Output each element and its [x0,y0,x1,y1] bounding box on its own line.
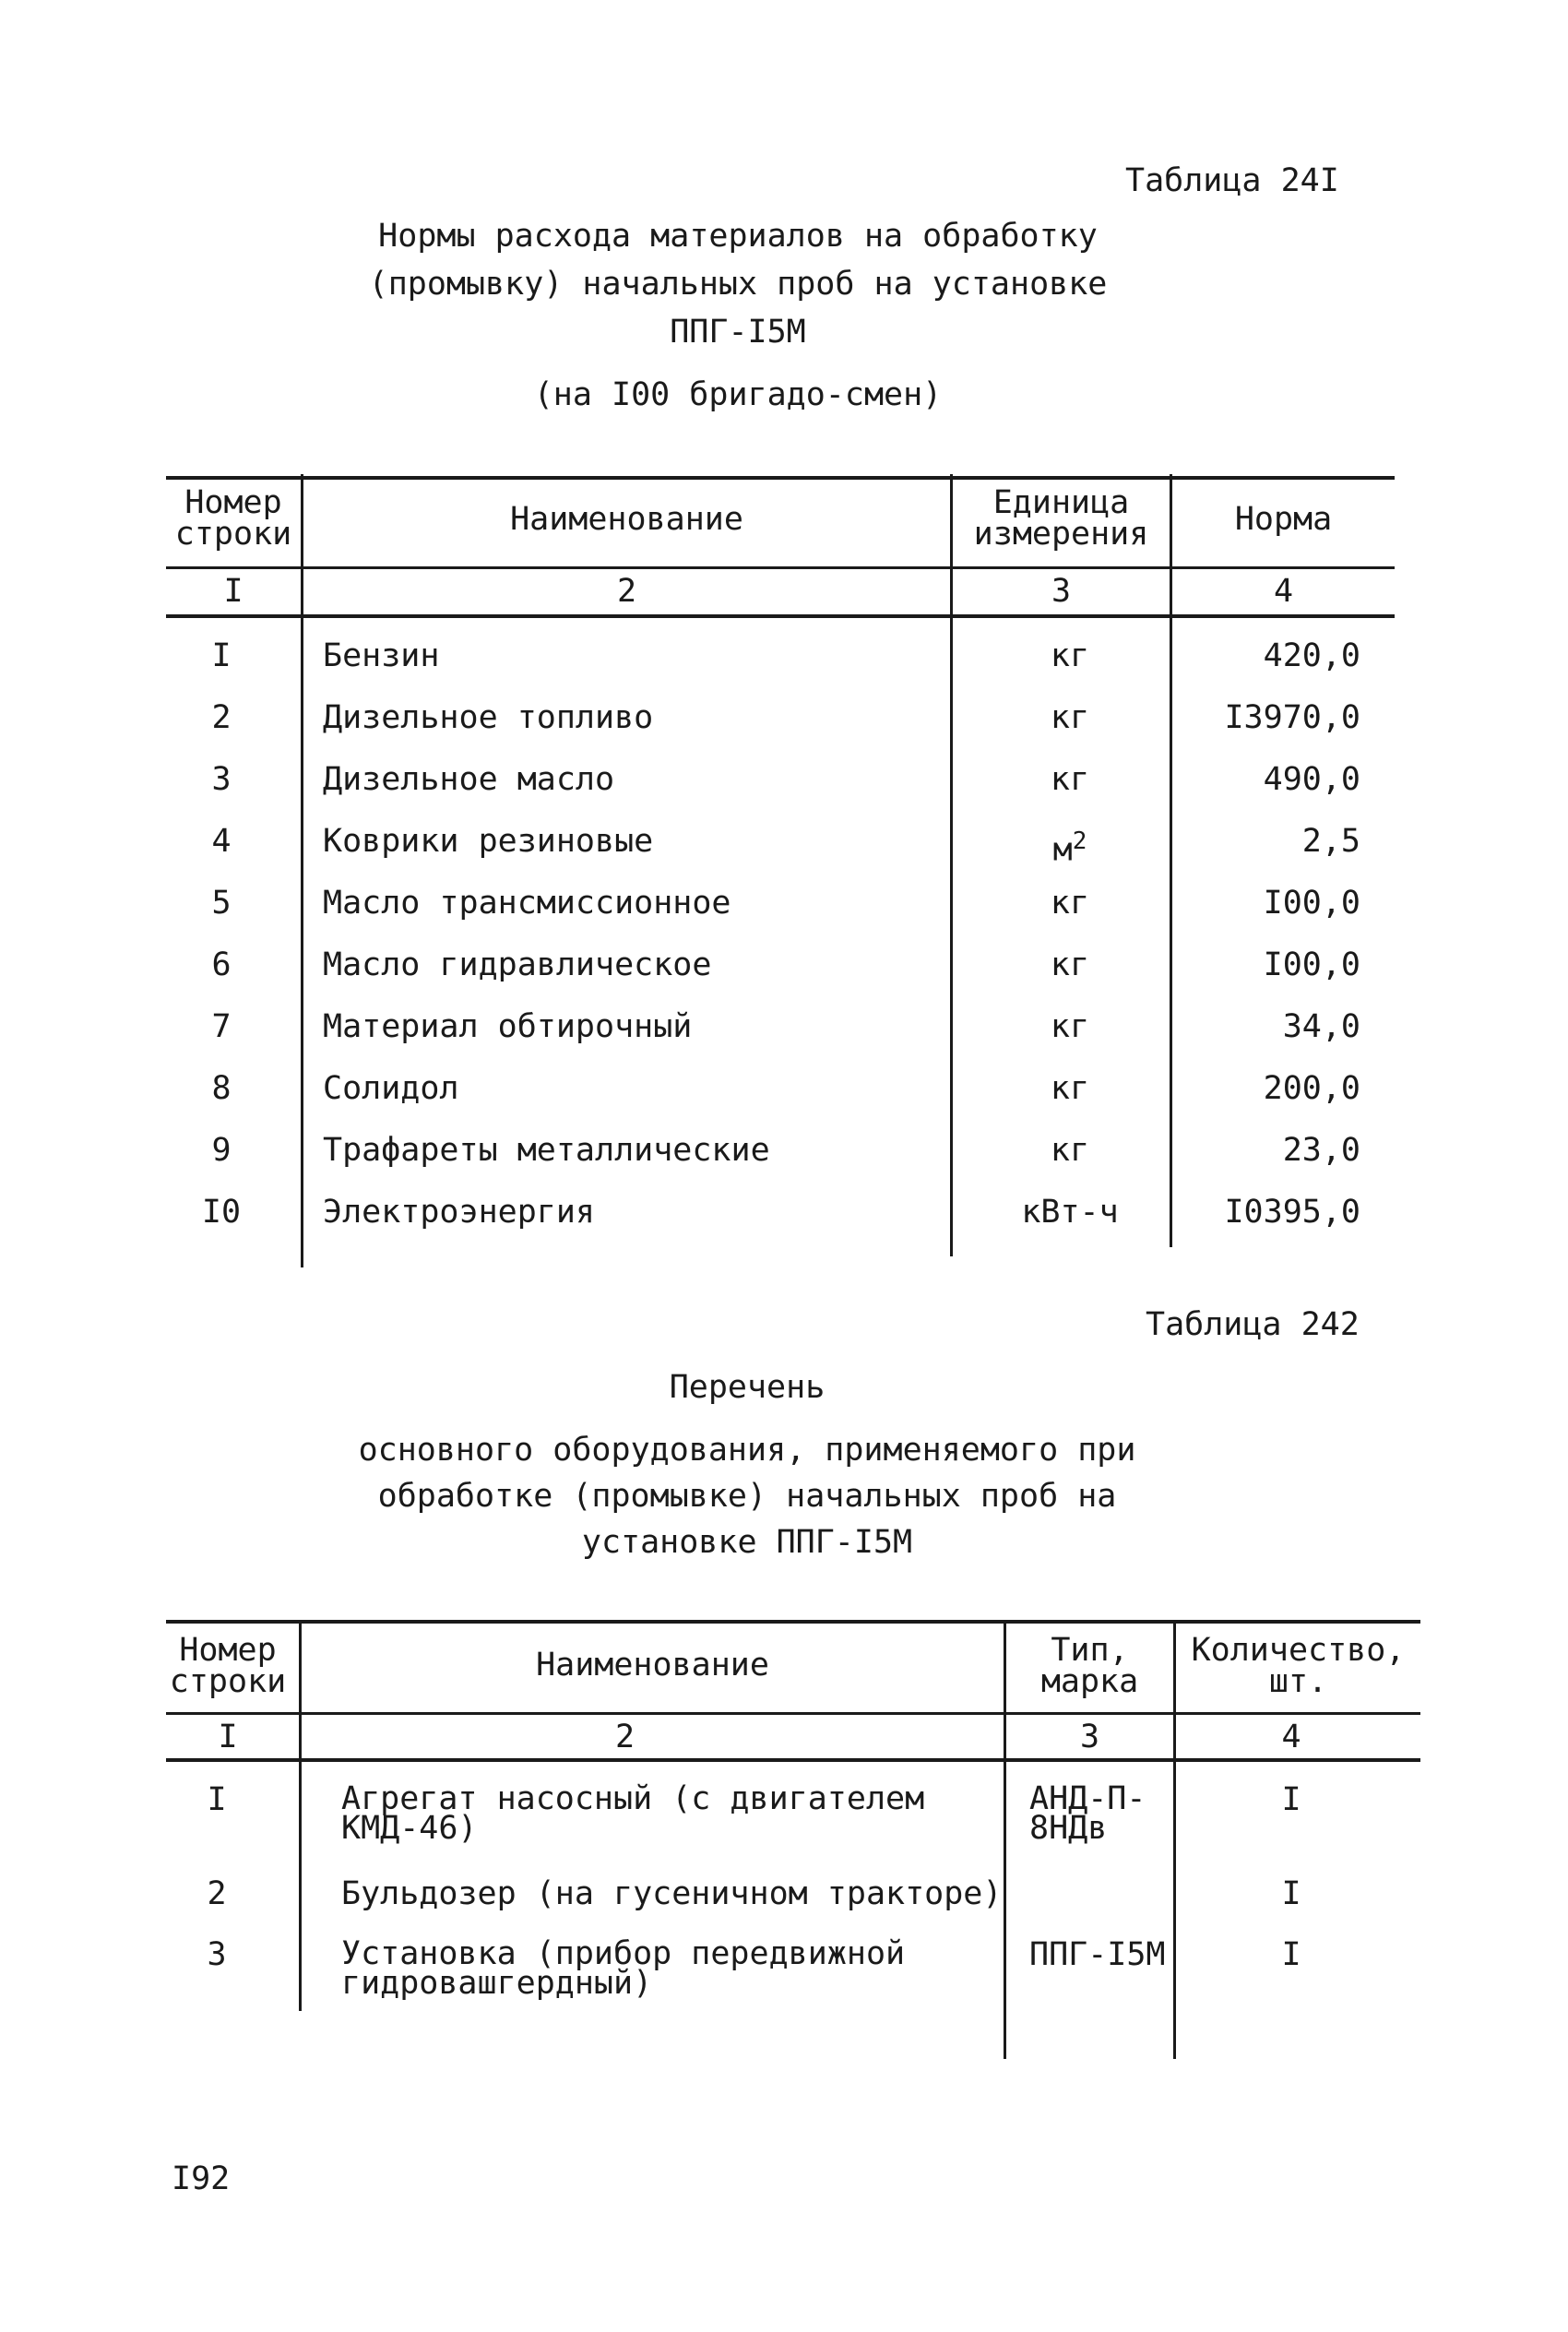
table-241-title-line-1: Нормы расхода материалов на обработку [378,218,1098,255]
table-row-no: 5 [211,885,232,922]
table-row-norm: 420,0 [1263,637,1360,674]
table-row-unit: кг [1050,885,1090,922]
table-241-colnum-3: 3 [1051,573,1072,610]
table-242-colnum-1: I [218,1719,238,1755]
table-row-name: Агрегат насосный (с двигателем КМД-46) [341,1780,925,1847]
table-241-top-rule [166,476,1395,480]
table-241-subtitle: (на I00 бригадо-смен) [533,376,943,413]
table-row-unit: кг [1050,1132,1090,1169]
table-row-name: Материал обтирочный [323,1008,693,1045]
table-241-label: Таблица 24I [1125,162,1339,199]
table-row-name: Коврики резиновые [323,823,654,860]
table-241-header-norm: Норма [1234,501,1333,538]
table-row-unit: кг [1050,761,1090,798]
table-row-name: Бензин [323,637,440,674]
table-row-no: 6 [211,946,232,983]
table-row-qty: I [1281,1936,1301,1973]
table-row-no: 3 [207,1936,227,1973]
table-row-no: 4 [211,823,232,860]
table-row-no: I0 [201,1194,242,1231]
table-241-colnum-1: I [223,573,244,610]
table-row-no: 7 [211,1008,232,1045]
table-row-type: АНД-П- 8НДв [1029,1780,1146,1847]
table-241-title-line-3: ППГ-I5М [670,314,806,351]
table-241-header-name: Наименование [510,501,743,538]
superscript: 2 [1072,827,1087,855]
table-row-name: Установка (прибор передвижной гидровашгердный) [341,1935,906,2002]
table-row-norm: I00,0 [1263,885,1360,922]
table-row-norm: 34,0 [1282,1008,1360,1045]
table-241-header-unit: Единица измерения [973,484,1149,553]
table-row-name: Дизельное топливо [323,699,654,736]
table-242-header-type: Тип, марка [1040,1632,1139,1700]
table-241-numbers-rule [166,614,1395,618]
table-242-header-qty: Количество, шт. [1191,1632,1406,1700]
table-241-title-line-2: (промывку) начальных проб на установке [368,266,1108,303]
table-242-subtitle-line-2: обработке (промывке) начальных проб на [377,1478,1117,1515]
table-row-qty: I [1281,1875,1301,1912]
table-row-unit: кг [1050,699,1090,736]
table-242-colnum-2: 2 [614,1719,636,1755]
table-row-norm: I00,0 [1263,946,1360,983]
table-row-norm: 23,0 [1282,1132,1360,1169]
table-row-unit: $м^2$ [1052,827,1087,869]
table-row-no: 8 [211,1070,232,1107]
table-row-unit: кВт-ч [1021,1194,1119,1231]
table-241-header-rule [166,566,1395,569]
table-241-header-row-no: Номер строки [174,484,292,553]
table-242-colnum-3: 3 [1079,1719,1100,1755]
table-row-no: I [211,637,232,674]
table-row-norm: 200,0 [1263,1070,1360,1107]
table-242-header-name: Наименование [536,1647,769,1684]
table-242-header-row-no: Номер строки [169,1632,287,1700]
table-242-header-rule [166,1712,1420,1715]
table-row-unit: кг [1050,637,1090,674]
table-row-no: 9 [211,1132,232,1169]
table-241-colnum-4: 4 [1273,573,1294,610]
table-row-type: ППГ-I5М [1029,1936,1166,1973]
table-242-subtitle-line-3: установке ППГ-I5М [581,1524,913,1561]
table-242-label: Таблица 242 [1146,1306,1360,1343]
table-242-subtitle-line-1: основного оборудования, применяемого при [358,1432,1136,1469]
table-row-no: I [207,1781,227,1818]
table-row-no: 3 [211,761,232,798]
table-row-norm: 2,5 [1301,823,1360,860]
table-241-colnum-2: 2 [616,573,637,610]
table-242-colnum-4: 4 [1281,1719,1301,1755]
table-row-unit: кг [1050,1008,1090,1045]
table-row-name: Солидол [323,1070,459,1107]
table-row-norm: I0395,0 [1224,1194,1360,1231]
table-row-name: Электроэнергия [323,1194,596,1231]
table-row-name: Бульдозер (на гусеничном тракторе) [341,1875,1003,1912]
page-number: I92 [172,2160,231,2197]
table-row-unit: кг [1050,946,1090,983]
table-row-unit: кг [1050,1070,1090,1107]
table-row-norm: I3970,0 [1224,699,1360,736]
table-row-name: Масло трансмиссионное [323,885,731,922]
table-row-name: Масло гидравлическое [323,946,712,983]
table-row-no: 2 [207,1875,227,1912]
table-row-norm: 490,0 [1263,761,1360,798]
table-242-top-rule [166,1620,1420,1624]
table-row-no: 2 [211,699,232,736]
table-242-numbers-rule [166,1758,1420,1762]
table-row-name: Трафареты металлические [323,1132,770,1169]
table-row-qty: I [1281,1781,1301,1818]
table-242-title: Перечень [669,1369,826,1406]
table-row-name: Дизельное масло [323,761,615,798]
